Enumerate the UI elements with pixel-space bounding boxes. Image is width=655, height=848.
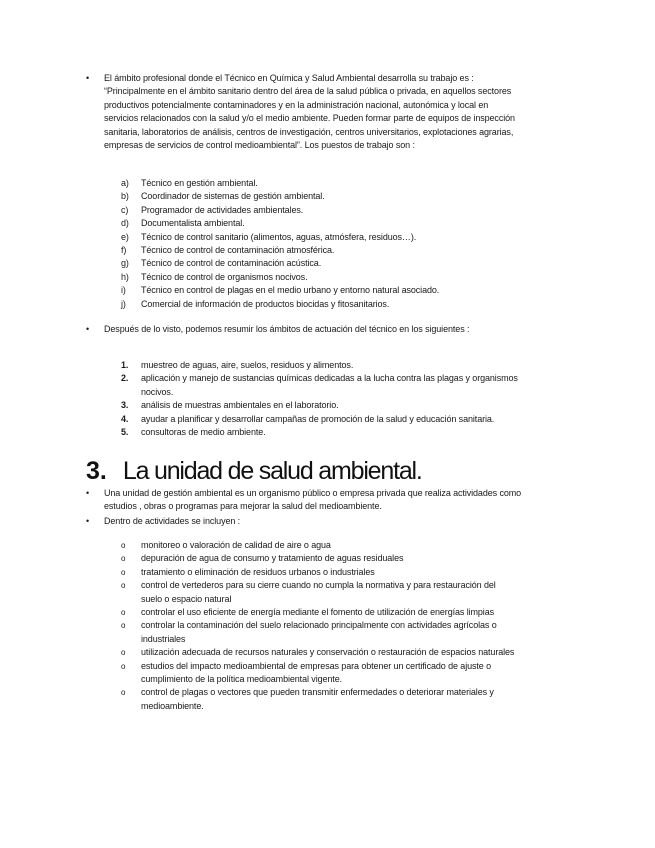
list-item: [121, 606, 517, 619]
list-item: [121, 190, 541, 203]
sub-bullet-icon: o: [121, 688, 126, 698]
list-item: [121, 372, 523, 399]
list-marker: e): [121, 231, 129, 242]
list-item: [121, 271, 541, 284]
list-item: [121, 660, 517, 687]
list-item-text: aplicación y manejo de sustancias químicas dedicadas a la lucha contra las plagas y organismos nocivos.: [141, 373, 518, 397]
list-item: [121, 399, 523, 412]
sub-bullet-icon: o: [121, 554, 126, 564]
list-item: [121, 217, 541, 230]
list-item: [121, 426, 523, 439]
list-marker: 1.: [121, 360, 129, 370]
list-item: [121, 231, 541, 244]
list-item-text: análisis de muestras ambientales en el laboratorio.: [141, 400, 339, 411]
list-item-text: Comercial de información de productos biocidas y fitosanitarios.: [141, 298, 390, 309]
intro-paragraph: [86, 72, 522, 152]
list-item: [121, 579, 517, 606]
list-item: [121, 177, 541, 190]
section-heading: [86, 455, 422, 487]
list-item-text: ayudar a planificar y desarrollar campañas de promoción de la salud y educación sanitaria.: [141, 413, 495, 424]
list-marker: c): [121, 204, 129, 215]
list-marker: 3.: [121, 400, 129, 411]
bullet-icon: •: [86, 488, 90, 498]
list-item-text: Técnico en gestión ambiental.: [141, 178, 258, 188]
bullet-icon: •: [86, 73, 90, 83]
actividades-intro: [86, 515, 524, 528]
sub-bullet-icon: o: [121, 621, 126, 631]
bullet-icon: •: [86, 516, 90, 526]
list-item: [121, 413, 523, 426]
list-marker: 5.: [121, 427, 129, 438]
list-item: [121, 539, 517, 552]
sub-bullet-icon: o: [121, 541, 126, 550]
list-item-text: depuración de agua de consumo y tratamiento de aguas residuales: [141, 553, 404, 564]
puestos-list: [121, 177, 541, 311]
list-item-text: monitoreo o valoración de calidad de aire o agua: [141, 540, 331, 550]
section-title: La unidad de salud ambiental.: [122, 457, 422, 485]
list-item: [121, 244, 541, 257]
summary-text: Después de lo visto, podemos resumir los ámbitos de actuación del técnico en los siguientes :: [104, 324, 470, 334]
unidad-definition: [86, 487, 524, 514]
sub-bullet-icon: o: [121, 608, 126, 618]
list-item: [121, 686, 517, 713]
section-number: 3.: [86, 457, 107, 485]
list-item-text: Coordinador de sistemas de gestión ambiental.: [141, 191, 325, 202]
list-item-text: utilización adecuada de recursos naturales y conservación o restauración de espacios naturales: [141, 647, 515, 658]
sub-bullet-icon: o: [121, 661, 126, 671]
list-item: [121, 257, 541, 270]
list-marker: d): [121, 218, 129, 229]
list-marker: 4.: [121, 413, 129, 424]
list-marker: f): [121, 245, 127, 256]
list-item-text: Técnico de control de organismos nocivos.: [141, 271, 308, 282]
list-marker: g): [121, 258, 129, 269]
list-item-text: Técnico de control de contaminación acústica.: [141, 258, 322, 269]
list-marker: i): [121, 285, 126, 296]
list-marker: h): [121, 271, 129, 282]
list-marker: 2.: [121, 373, 129, 384]
list-item-text: muestreo de aguas, aire, suelos, residuos y alimentos.: [141, 360, 354, 370]
unidad-definition-text: Una unidad de gestión ambiental es un organismo público o empresa privada que realiza actividades como estudios , obras o programas para mejorar la salud del medioambiente.: [104, 488, 522, 512]
ambitos-list: [121, 359, 523, 439]
list-item-text: Técnico en control de plagas en el medio urbano y entorno natural asociado.: [141, 285, 440, 296]
sub-bullet-icon: o: [121, 581, 126, 591]
actividades-list: [121, 539, 517, 713]
list-item-text: Técnico de control de contaminación atmosférica.: [141, 245, 335, 256]
intro-text: El ámbito profesional donde el Técnico en Química y Salud Ambiental desarrolla su trabajo es : “Principalmente en el ámbito sanitario dentro del área de la salud pública o privada, en aquellos sectores productivos potencialmente contaminadores y en la administración nacional, autonómica y local en servicios relacionados con la salud y/o el medio ambiente. Pueden formar parte de equipos de inspección sanitaria, laboratorios de análisis, centros de investigación, centros universitarios, explotaciones agrarias, empresas de servicios de control medioambiental”. Los puestos de trabajo son :: [104, 73, 515, 151]
list-item-text: estudios del impacto medioambiental de empresas para obtener un certificado de ajuste o cumplimiento de la política medioambiental vigente.: [141, 660, 492, 685]
list-item: [121, 204, 541, 217]
list-marker: a): [121, 178, 129, 188]
list-item-text: Programador de actividades ambientales.: [141, 204, 304, 215]
list-item: [121, 619, 517, 646]
list-marker: b): [121, 191, 129, 202]
list-item-text: consultoras de medio ambiente.: [141, 427, 266, 438]
list-item: [121, 284, 541, 297]
list-item-text: Documentalista ambiental.: [141, 218, 245, 229]
list-item: [121, 552, 517, 565]
actividades-intro-text: Dentro de actividades se incluyen :: [104, 516, 241, 526]
list-item: [121, 298, 541, 311]
list-item-text: controlar la contaminación del suelo relacionado principalmente con actividades agrícolas o industriales: [141, 620, 497, 644]
list-item: [121, 566, 517, 579]
sub-bullet-icon: o: [121, 567, 126, 577]
list-item: [121, 359, 523, 372]
list-item-text: Técnico de control sanitario (alimentos, aguas, atmósfera, residuos…).: [141, 231, 417, 242]
summary-paragraph: [86, 323, 514, 336]
list-item-text: control de plagas o vectores que pueden transmitir enfermedades o deteriorar materiales y medioambiente.: [141, 687, 494, 711]
list-item-text: tratamiento o eliminación de residuos urbanos o industriales: [141, 566, 375, 577]
list-item-text: control de vertederos para su cierre cuando no cumpla la normativa y para restauración del suelo o espacio natural: [141, 580, 496, 604]
list-marker: j): [121, 298, 126, 309]
list-item: [121, 646, 517, 659]
list-item-text: controlar el uso eficiente de energía mediante el fomento de utilización de energías limpias: [141, 607, 495, 618]
sub-bullet-icon: o: [121, 648, 126, 658]
bullet-icon: •: [86, 324, 90, 334]
